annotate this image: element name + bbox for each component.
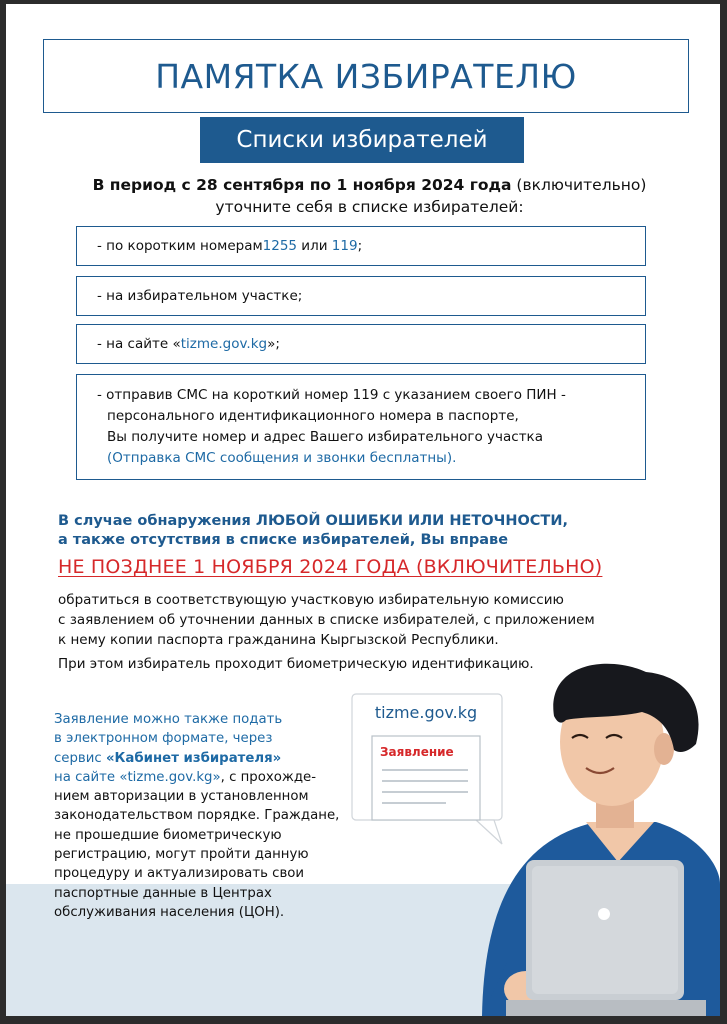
electronic-l2: в электронном формате, через [54, 731, 273, 747]
option-phone-prefix: - по коротким номерам [97, 238, 263, 254]
site-link[interactable]: tizme.gov.kg [180, 336, 268, 352]
biometric-note: При этом избиратель проходит биометрическую идентификацию. [58, 656, 534, 672]
subtitle: Списки избирателей [236, 127, 488, 153]
card-form-label: Заявление [380, 745, 454, 759]
electronic-l8: регистрацию, могут пройти данную [54, 847, 309, 863]
memo-page [6, 4, 720, 1016]
sms-line3: Вы получите номер и адрес Вашего избирательного участка [107, 429, 543, 445]
electronic-filing-text [54, 710, 364, 922]
electronic-l6: законодательством порядке. Граждане, [54, 808, 340, 824]
site-card [352, 694, 502, 844]
deadline-text: НЕ ПОЗДНЕЕ 1 НОЯБРЯ 2024 ГОДА (ВКЛЮЧИТЕЛЬНО) [58, 556, 603, 578]
warning-body2: с заявлением об уточнении данных в списке избирателей, с приложением [58, 612, 595, 628]
sms-line2: персонального идентификационного номера в паспорте, [107, 408, 519, 424]
option-phone-suffix: ; [357, 238, 363, 254]
option-precinct-text: - на избирательном участке; [97, 288, 303, 304]
option-phone-or: или [297, 238, 332, 254]
electronic-l10: паспортные данные в Центрах [54, 885, 272, 901]
electronic-l3-prefix: сервис [54, 750, 106, 766]
option-site-suffix: »; [267, 336, 280, 352]
period-line2: уточните себя в списке избирателей: [215, 198, 524, 216]
electronic-l9: процедуру и актуализировать свои [54, 866, 305, 882]
warning-body1: обратиться в соответствующую участковую избирательную комиссию [58, 592, 564, 608]
electronic-l7: не прошедшие биометрическую [54, 827, 282, 843]
warning-body3: к нему копии паспорта гражданина Кыргызской Республики. [58, 632, 499, 648]
phone-number-119[interactable]: 119 [331, 238, 358, 254]
page-title: ПАМЯТКА ИЗБИРАТЕЛЮ [155, 56, 577, 96]
warning-line2: а также отсутствия в списке избирателей, Вы вправе [58, 532, 509, 548]
electronic-l4-site[interactable]: на сайте «tizme.gov.kg» [54, 769, 221, 785]
electronic-l1: Заявление можно также подать [54, 712, 283, 727]
sms-line1: - отправив СМС на короткий номер 119 с указанием своего ПИН - [97, 387, 566, 403]
period-normal: (включительно) [511, 176, 647, 194]
card-site-label: tizme.gov.kg [374, 703, 478, 722]
electronic-l5: нием авторизации в установленном [54, 789, 309, 805]
voter-cabinet-service[interactable]: «Кабинет избирателя» [105, 750, 282, 766]
period-bold: В период с 28 сентября по 1 ноября 2024 года [92, 176, 512, 194]
warning-line1: В случае обнаружения ЛЮБОЙ ОШИБКИ ИЛИ НЕТОЧНОСТИ, [58, 513, 568, 529]
phone-number-1255[interactable]: 1255 [262, 238, 298, 254]
electronic-l4-rest: , с прохожде- [220, 769, 317, 785]
sms-line4: (Отправка СМС сообщения и звонки бесплатны). [107, 450, 457, 466]
option-site-prefix: - на сайте « [97, 336, 181, 352]
electronic-l11: обслуживания населения (ЦОН). [54, 904, 285, 920]
laptop-illustration [506, 860, 706, 1016]
